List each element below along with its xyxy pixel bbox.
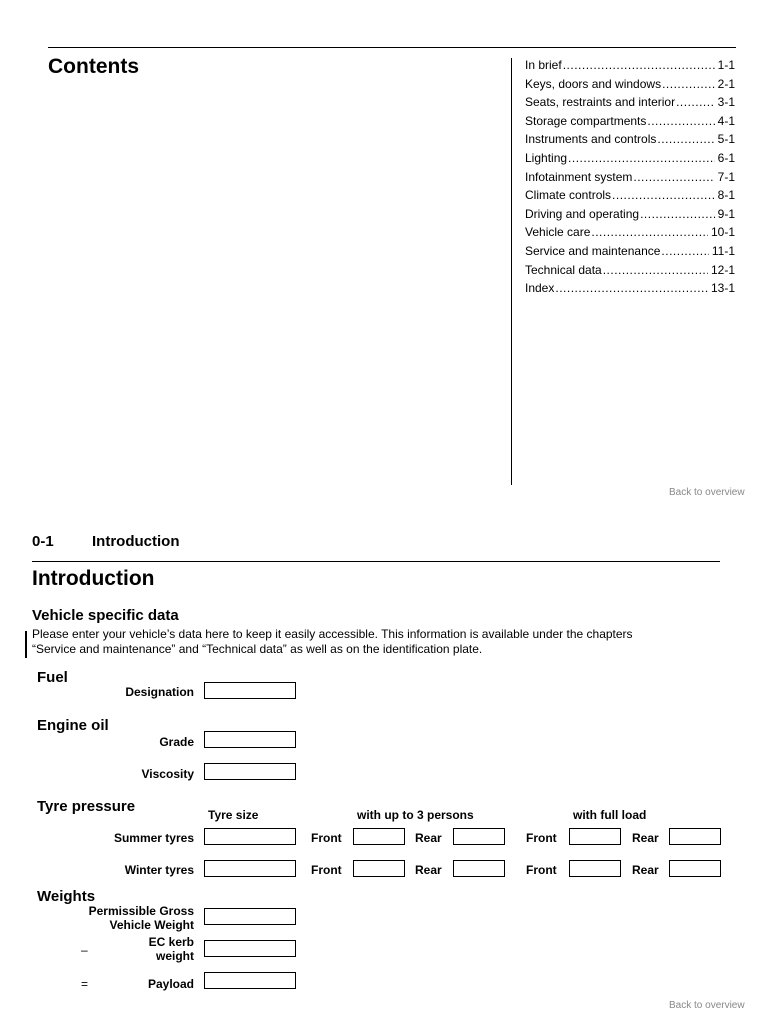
summer-tyre-size-field[interactable] (204, 828, 296, 845)
change-bar (25, 631, 27, 658)
winter-rear-label: Rear (415, 863, 442, 877)
full-load-column-header: with full load (573, 808, 647, 822)
toc-entry-technical-data[interactable]: Technical data ..... 12-1 (525, 261, 735, 280)
winter-rear-full-load-label: Rear (632, 863, 659, 877)
tyre-pressure-heading: Tyre pressure (37, 798, 136, 815)
toc-entry-lighting[interactable]: Lighting ..... 6-1 (525, 149, 735, 168)
winter-front-full-load-field[interactable] (569, 860, 621, 877)
summer-front-label: Front (311, 831, 342, 845)
summer-front-pressure-field[interactable] (353, 828, 405, 845)
up-to-3-persons-column-header: with up to 3 persons (357, 808, 474, 822)
toc-entry-service[interactable]: Service and maintenance ..... 11-1 (525, 242, 735, 261)
winter-rear-pressure-field[interactable] (453, 860, 505, 877)
summer-rear-pressure-field[interactable] (453, 828, 505, 845)
toc-entry-storage[interactable]: Storage compartments ..... 4-1 (525, 112, 735, 131)
engine-oil-heading: Engine oil (37, 717, 109, 734)
toc-entry-infotainment[interactable]: Infotainment system ..... 7-1 (525, 168, 735, 187)
designation-field[interactable] (204, 682, 296, 699)
section-name: Introduction (92, 533, 180, 550)
tyre-size-column-header: Tyre size (208, 808, 259, 822)
toc-entry-climate[interactable]: Climate controls ..... 8-1 (525, 186, 735, 205)
back-to-overview-link[interactable]: Back to overview (669, 487, 745, 498)
contents-column-divider (511, 58, 512, 485)
viscosity-label: Viscosity (141, 767, 194, 781)
weights-heading: Weights (37, 888, 96, 905)
contents-top-rule (48, 47, 736, 48)
toc-entry-instruments[interactable]: Instruments and controls ..... 5-1 (525, 130, 735, 149)
ec-kerb-weight-field[interactable] (204, 940, 296, 957)
intro-paragraph: Please enter your vehicle’s data here to keep it easily accessible. This information is available under the chapters “Service and maintenance” and “Technical data” as well as on the identification plate. (32, 627, 633, 656)
toc-entry-vehicle-care[interactable]: Vehicle care ..... 10-1 (525, 223, 735, 242)
viscosity-field[interactable] (204, 763, 296, 780)
summer-rear-full-load-field[interactable] (669, 828, 721, 845)
toc-entry-keys-doors-windows[interactable]: Keys, doors and windows ..... 2-1 (525, 75, 735, 94)
minus-symbol: – (81, 943, 88, 957)
summer-front-full-load-label: Front (526, 831, 557, 845)
summer-rear-label: Rear (415, 831, 442, 845)
payload-field[interactable] (204, 972, 296, 989)
summer-front-full-load-field[interactable] (569, 828, 621, 845)
winter-tyre-size-field[interactable] (204, 860, 296, 877)
permissible-gross-weight-label: Permissible Gross Vehicle Weight (88, 904, 194, 932)
toc-entry-seats-restraints[interactable]: Seats, restraints and interior ..... 3-1 (525, 93, 735, 112)
winter-front-label: Front (311, 863, 342, 877)
toc-entry-in-brief[interactable]: In brief ..... 1-1 (525, 56, 735, 75)
summer-rear-full-load-label: Rear (632, 831, 659, 845)
contents-title: Contents (48, 55, 139, 78)
permissible-gross-weight-field[interactable] (204, 908, 296, 925)
toc-entry-index[interactable]: Index ..... 13-1 (525, 279, 735, 298)
page-number: 0-1 (32, 533, 54, 550)
back-to-overview-link-bottom[interactable]: Back to overview (669, 1000, 745, 1011)
vehicle-specific-data-heading: Vehicle specific data (32, 607, 179, 624)
equals-symbol: = (81, 977, 89, 991)
intro-title: Introduction (32, 567, 155, 590)
table-of-contents (525, 56, 735, 298)
winter-front-pressure-field[interactable] (353, 860, 405, 877)
ec-kerb-weight-label: EC kerb weight (148, 935, 194, 963)
toc-entry-driving[interactable]: Driving and operating ..... 9-1 (525, 205, 735, 224)
winter-tyres-label: Winter tyres (124, 863, 194, 877)
winter-rear-full-load-field[interactable] (669, 860, 721, 877)
grade-label: Grade (159, 735, 194, 749)
intro-header-rule (32, 561, 720, 562)
grade-field[interactable] (204, 731, 296, 748)
summer-tyres-label: Summer tyres (113, 831, 194, 845)
fuel-heading: Fuel (37, 669, 68, 686)
designation-label: Designation (125, 685, 194, 699)
payload-label: Payload (147, 977, 194, 991)
winter-front-full-load-label: Front (526, 863, 557, 877)
